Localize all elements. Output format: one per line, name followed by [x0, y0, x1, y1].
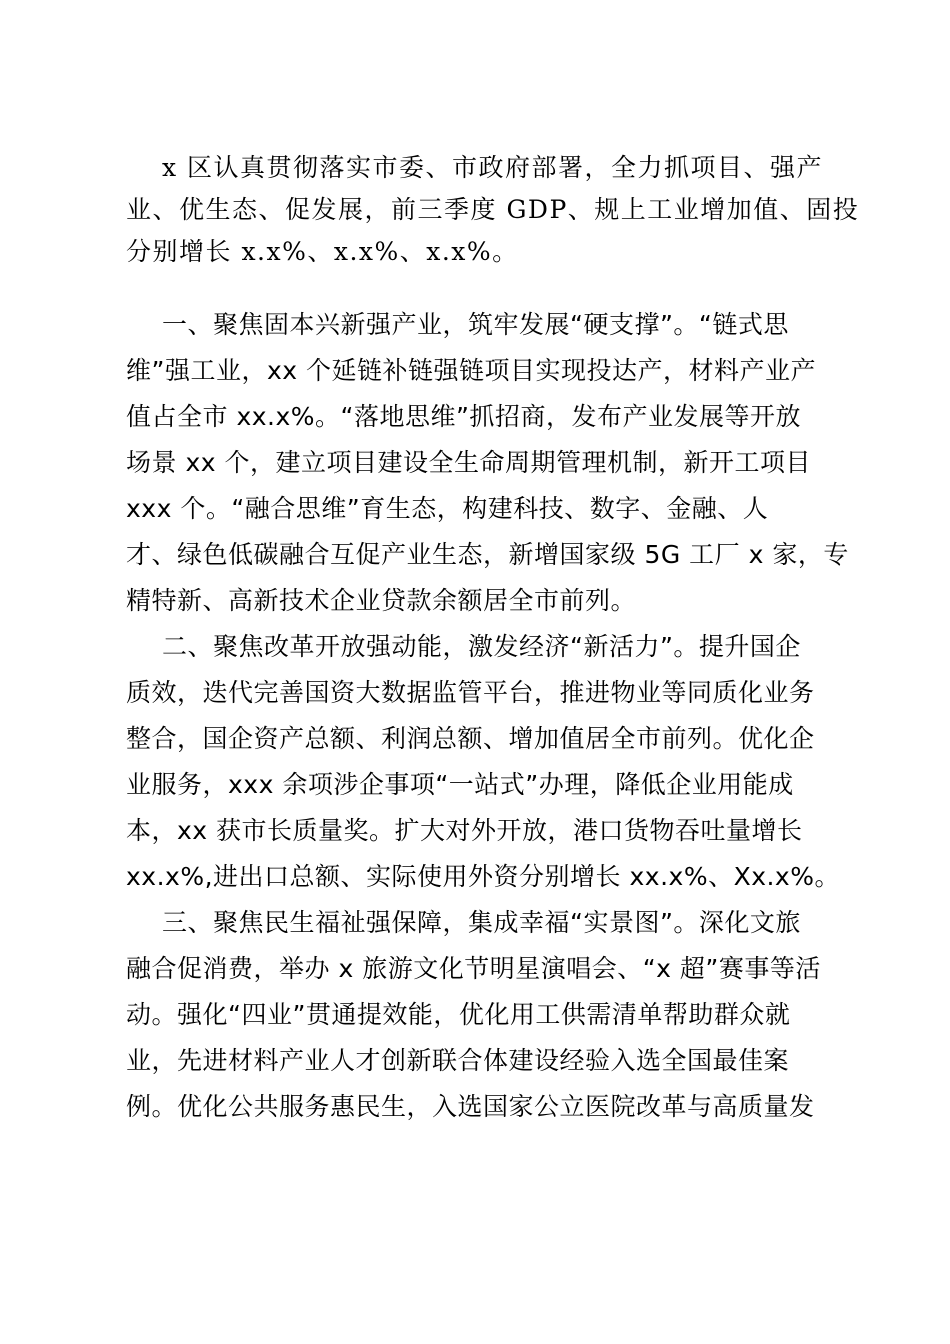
intro-line: x 区认真贯彻落实市委、市政府部署，全力抓项目、强产 [162, 153, 824, 182]
section1-line: 才、绿色低碳融合互促产业生态，新增国家级 5G 工厂 x 家，专 [126, 540, 849, 569]
section3-line: 动。强化“四业”贯通提效能，优化用工供需清单帮助群众就 [126, 1000, 791, 1029]
intro-line: 分别增长 x.x%、x.x%、x.x%。 [126, 237, 519, 266]
section1-line: 维”强工业，xx 个延链补链强链项目实现投达产，材料产业产 [126, 356, 816, 385]
section3-line: 融合促消费，举办 x 旅游文化节明星演唱会、“x 超”赛事等活 [126, 954, 821, 983]
section3-line: 业，先进材料产业人才创新联合体建设经验入选全国最佳案 [126, 1046, 790, 1075]
section3-line: 三、聚焦民生福祉强保障，集成幸福“实景图”。深化文旅 [162, 908, 801, 937]
section2-line: 质效，迭代完善国资大数据监管平台，推进物业等同质化业务 [126, 678, 815, 707]
section2-line: xx.x%,进出口总额、实际使用外资分别增长 xx.x%、Xx.x%。 [126, 862, 840, 891]
section1-line: 值占全市 xx.x%。“落地思维”抓招商，发布产业发展等开放 [126, 402, 801, 431]
intro-line: 业、优生态、促发展，前三季度 GDP、规上工业增加值、固投 [126, 195, 860, 224]
section2-line: 本，xx 获市长质量奖。扩大对外开放，港口货物吞吐量增长 [126, 816, 803, 845]
section2-line: 整合，国企资产总额、利润总额、增加值居全市前列。优化企 [126, 724, 815, 753]
section2-line: 业服务，xxx 余项涉企事项“一站式”办理，降低企业用能成 [126, 770, 794, 799]
section1-line: 场景 xx 个，建立项目建设全生命周期管理机制，新开工项目 [126, 448, 811, 477]
section1-line: 一、聚焦固本兴新强产业，筑牢发展“硬支撑”。“链式思 [162, 310, 789, 339]
section2-line: 二、聚焦改革开放强动能，激发经济“新活力”。提升国企 [162, 632, 801, 661]
section1-line: xxx 个。“融合思维”育生态，构建科技、数字、金融、人 [126, 494, 769, 523]
section1-line: 精特新、高新技术企业贷款余额居全市前列。 [126, 586, 637, 615]
section3-line: 例。优化公共服务惠民生，入选国家公立医院改革与高质量发 [126, 1092, 815, 1121]
